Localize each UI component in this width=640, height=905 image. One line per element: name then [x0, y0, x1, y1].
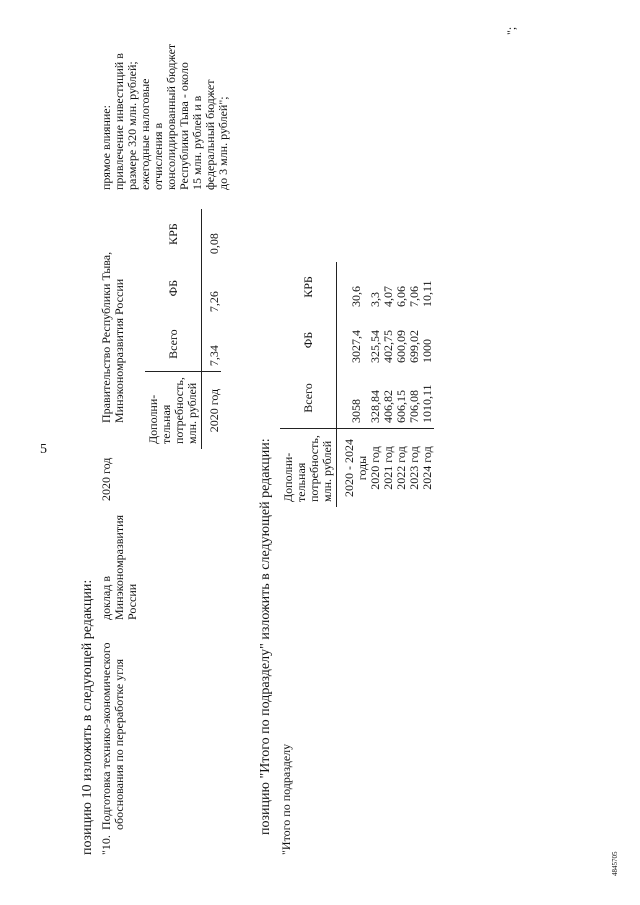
- row-10-result-line: доклад в: [99, 575, 113, 620]
- row-federal: 3027,4: [348, 330, 363, 363]
- header-total: Всего: [145, 317, 202, 372]
- closing-quote-mark: ";: [504, 26, 518, 35]
- row-10-effect-line: размере 320 млн. рублей;: [125, 61, 139, 190]
- row-total: 1010,11: [420, 384, 434, 423]
- row-regional: 10,11: [420, 280, 434, 307]
- financing-table-total: [280, 262, 434, 507]
- row-period: 2022 год: [395, 429, 408, 508]
- row-total: 328,84: [368, 390, 382, 423]
- row-federal: 7,26: [207, 291, 221, 313]
- row-federal: 1000: [420, 339, 434, 363]
- document-id: 4845705: [611, 851, 619, 876]
- row-total: 406,82: [381, 390, 395, 423]
- row-federal: 402,75: [381, 330, 395, 363]
- row-10-effect-line: федеральный бюджет: [203, 79, 217, 190]
- instruction-total-subsection: позицию "Итого по подразделу" изложить в следующей редакции:: [258, 438, 273, 835]
- table-row: [337, 262, 370, 507]
- row-regional: 6,06: [394, 286, 408, 307]
- row-total: 706,08: [407, 390, 421, 423]
- row-10-effect-line: отчисления в: [151, 122, 165, 190]
- row-period: 2020 - 2024 годы: [337, 429, 370, 508]
- row-regional: 7,06: [407, 286, 421, 307]
- table-header-row: [145, 209, 202, 449]
- header-additional-need: Дополни-тельная потребность, млн. рублей: [280, 429, 337, 508]
- row-10-effect-line: ежегодные налоговые: [138, 78, 152, 190]
- row-10-number: "10.: [99, 835, 113, 855]
- row-10-executor-line: Минэкономразвития России: [112, 278, 126, 423]
- row-period: 2021 год: [382, 429, 395, 508]
- row-period: 2020 год: [369, 429, 382, 508]
- row-federal: 600,09: [394, 330, 408, 363]
- row-total: 7,34: [207, 345, 221, 367]
- row-federal: 699,02: [407, 330, 421, 363]
- row-10-result-line: России: [125, 583, 139, 620]
- header-regional-budget: КРБ: [145, 209, 202, 259]
- header-total: Всего: [280, 368, 337, 429]
- header-regional-budget: КРБ: [280, 262, 337, 312]
- row-10-effect: [100, 44, 230, 190]
- table-row: [421, 262, 434, 507]
- instruction-position-10: позицию 10 изложить в следующей редакции:: [80, 579, 95, 855]
- row-regional: 30,6: [348, 286, 363, 307]
- header-federal-budget: ФБ: [280, 312, 337, 368]
- row-10-effect-line: консолидированный бюджет: [164, 43, 178, 190]
- financing-table-2020: [145, 209, 221, 449]
- row-10-name: [100, 643, 126, 831]
- row-10-executor: [100, 252, 126, 423]
- row-10-name-line: обоснования по переработке угля: [112, 658, 126, 830]
- row-10-effect-line: 15 млн. рублей и в: [190, 95, 204, 190]
- row-10-effect-line: до 3 млн. рублей";: [216, 96, 230, 190]
- row-period: 2020 год: [202, 372, 222, 449]
- table-row: [202, 209, 222, 449]
- header-additional-need: Дополни-тельная потребность, млн. рублей: [145, 372, 202, 449]
- row-total: 3058: [348, 399, 363, 423]
- row-10-result-line: Минэкономразвития: [112, 514, 126, 620]
- row-10-effect-line: Республики Тыва - около: [177, 62, 191, 190]
- row-regional: 0,08: [207, 233, 221, 255]
- row-10-result: [100, 515, 139, 620]
- row-period: 2023 год: [408, 429, 421, 508]
- row-regional: 3,3: [368, 292, 382, 307]
- row-10-effect-line: привлечение инвестиций в: [112, 53, 126, 190]
- total-subsection-label: "Итого по подразделу: [279, 743, 293, 855]
- page-number: 5: [40, 442, 47, 457]
- row-regional: 4,07: [381, 286, 395, 307]
- row-10-executor-line: Правительство Республики Тыва,: [99, 251, 113, 423]
- table-header-row: [280, 262, 337, 507]
- row-period: 2024 год: [421, 429, 434, 508]
- row-10-name-line: Подготовка технико-экономического: [99, 642, 113, 830]
- row-10-effect-line: прямое влияние:: [99, 105, 113, 190]
- row-10-year: 2020 год: [99, 457, 113, 501]
- row-federal: 325,54: [368, 330, 382, 363]
- header-federal-budget: ФБ: [145, 259, 202, 317]
- row-total: 606,15: [394, 390, 408, 423]
